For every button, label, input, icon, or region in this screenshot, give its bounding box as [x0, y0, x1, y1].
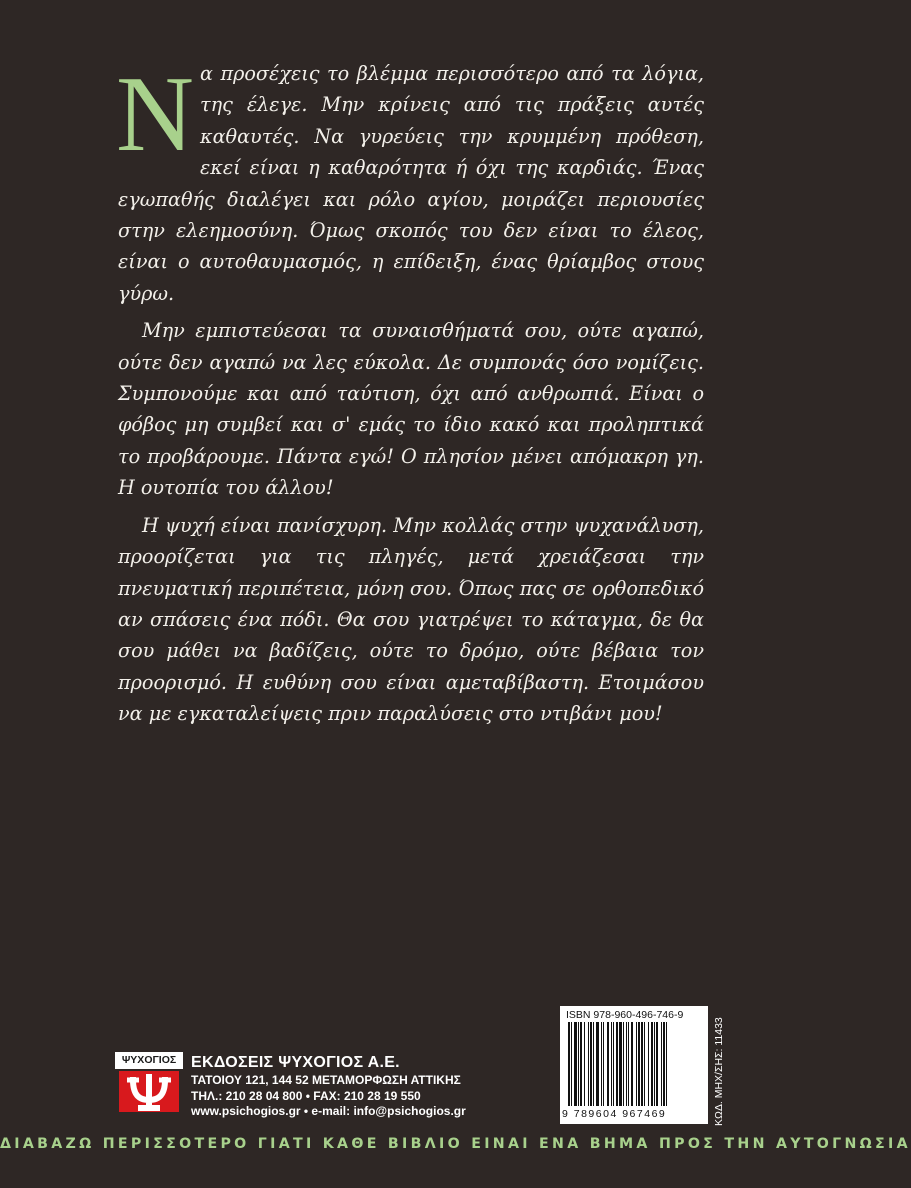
barcode-bar [663, 1022, 665, 1106]
barcode-bar [601, 1022, 602, 1106]
barcode-bar [596, 1022, 599, 1106]
barcode-bar [603, 1022, 604, 1106]
barcode-bar [628, 1022, 629, 1106]
publisher-info [191, 1053, 466, 1120]
barcode-bar [616, 1022, 618, 1106]
barcode-bar [607, 1022, 609, 1106]
barcode-bar [578, 1022, 579, 1106]
barcode-bar [644, 1022, 645, 1106]
publisher-web[interactable]: www.psichogios.gr • e-mail: info@psichogios.gr [191, 1104, 466, 1118]
barcode-bar [641, 1022, 643, 1106]
barcode-bar [568, 1022, 570, 1106]
back-cover-text [116, 55, 704, 736]
barcode-bar [611, 1022, 612, 1106]
barcode-bar [593, 1022, 594, 1106]
barcode-bar [654, 1022, 655, 1106]
logo-psi-box [119, 1071, 179, 1112]
barcode-bar [574, 1022, 577, 1106]
barcode-bar [588, 1022, 589, 1106]
barcode-bar [651, 1022, 653, 1106]
publisher-logo [115, 1052, 183, 1112]
barcode-bar [636, 1022, 637, 1106]
barcode-box [560, 1006, 708, 1124]
publisher-address: ΤΑΤΟΙΟΥ 121, 144 52 ΜΕΤΑΜΟΡΦΩΣΗ ΑΤΤΙΚΗΣ [191, 1073, 461, 1087]
isbn-label: ISBN 978-960-496-746-9 [566, 1009, 684, 1021]
psi-logo-icon [119, 1071, 179, 1112]
paragraph-1-text: α προσέχεις το βλέμμα περισσότερο από τα λόγια, της έλεγε. Μην κρίνεις από τις πράξεις αυτές καθαυτές. Να γυρεύεις την κρυμμένη πρόθεση, εκεί είναι η καθαρότητα ή όχι της καρδιάς. Ένας εγωπαθής διαλέγει και ρόλο αγίου, μοιράζει περιουσίες στην ελεημοσύνη. Όμως σκοπός του δεν είναι το έλεος, είναι ο αυτοθαυμασμός, η επίδειξη, ένας θρίαμβος στους γύρω. [118, 62, 704, 305]
barcode-bar [656, 1022, 658, 1106]
barcode-bar [613, 1022, 614, 1106]
barcode-bar [648, 1022, 649, 1106]
barcode-bar [638, 1022, 640, 1106]
drop-cap: Ν [116, 55, 194, 174]
product-code: ΚΩΔ. ΜΗΧ/ΣΗΣ: 11433 [713, 1017, 725, 1126]
barcode-bar [571, 1022, 572, 1106]
publisher-phones: ΤΗΛ.: 210 28 04 800 • FAX: 210 28 19 550 [191, 1088, 421, 1103]
paragraph-3: Η ψυχή είναι πανίσχυρη. Μην κολλάς στην ψυχανάλυση, προορίζεται για τις πληγές, μετά χρειάζεσαι την πνευματική περιπέτεια, μόνη σου. Όπως πας σε ορθοπεδικό αν σπάσεις ένα πόδι. Θα σου γιατρέψει το κάταγμα, δε θα σου μάθει να βαδίζεις, ούτε το δρόμο, ούτε βέβαια τον προορισμό. Η ευθύνη σου είναι αμεταβίβαστη. Ετοιμάσου να με εγκαταλείψεις πριν παραλύσεις στο ντιβάνι μου! [118, 513, 704, 726]
barcode-bar [619, 1022, 622, 1106]
barcode-bar [590, 1022, 592, 1106]
paragraph-1 [116, 55, 704, 309]
logo-wordmark: ΨΥΧΟΓΙΟΣ [115, 1052, 183, 1069]
barcode-bar [623, 1022, 624, 1106]
barcode-bar [584, 1022, 585, 1106]
barcode-bar [661, 1022, 662, 1106]
paragraph-2: Μην εμπιστεύεσαι τα συναισθήματά σου, ούτε αγαπώ, ούτε δεν αγαπώ να λες εύκολα. Δε συμπονάς όσο νομίζεις. Συμπονούμε και από ταύτιση, όχι από ανθρωπιά. Είναι ο φόβος μη συμβεί και σ' εμάς το ίδιο κακό και προληπτικά το προβάρουμε. Πάντα εγώ! Ο πλησίον μένει απόμακρη γη. Η ουτοπία του άλλου! [118, 319, 704, 500]
barcode-bar [626, 1022, 627, 1106]
barcode-bar [666, 1022, 667, 1106]
publisher-name: ΕΚΔΟΣΕΙΣ ΨΥΧΟΓΙΟΣ Α.Ε. [191, 1054, 400, 1071]
barcode-bars [564, 1022, 704, 1108]
barcode-bar [631, 1022, 633, 1106]
barcode-digits: 9 789604 967469 [562, 1108, 667, 1120]
tagline: ΔΙΑΒΑΖΩ ΠΕΡΙΣΣΟΤΕΡΟ ΓΙΑΤΙ ΚΑΘΕ ΒΙΒΛΙΟ ΕΙΝΑΙ ΕΝΑ ΒΗΜΑ ΠΡΟΣ ΤΗΝ ΑΥΤΟΓΝΩΣΙΑ [0, 1136, 911, 1152]
barcode-bar [580, 1022, 582, 1106]
